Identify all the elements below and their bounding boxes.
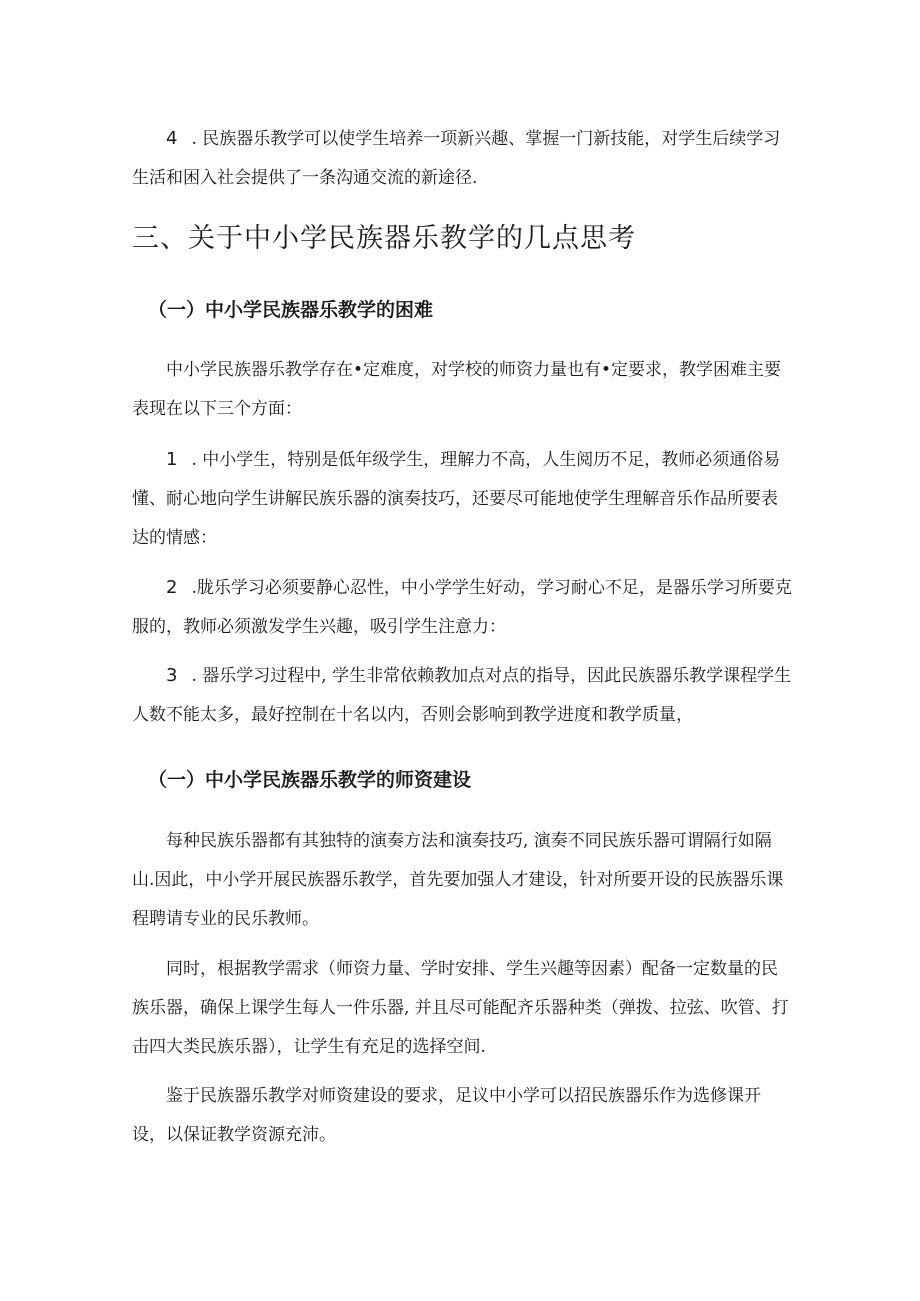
list-text: .胧乐学习必须要静心忍性，中小学学生好动，学习耐心不足，是器乐学习所要克服的，教师必须激发学生兴趣，吸引学生注意力：	[132, 578, 792, 637]
list-item-3	[132, 656, 792, 735]
body-paragraph: 鉴于民族器乐教学对师资建设的要求，足议中小学可以招民族器乐作为选修课开设，以保证教学资源充沛。	[132, 1086, 761, 1145]
list-item-4	[132, 119, 792, 198]
subsection-heading-difficulties: （一）中小学民族器乐教学的困难	[148, 299, 434, 321]
list-item-2	[132, 568, 792, 647]
list-item-1	[132, 440, 792, 558]
body-paragraph: 每种民族乐器都有其独特的演奏方法和演奏技巧, 演奏不同民族乐器可谓隔行如隔山.因此，中小学开展民族器乐教学，首先要加强人才建设，针对所要开设的民族器乐课程聘请专业的民乐教师。	[132, 831, 784, 929]
subsection-heading-faculty: （一）中小学民族器乐教学的师资建设	[148, 769, 472, 791]
body-paragraph: 同时，根据教学需求（师资力量、学时安排、学生兴趣等因素）配备一定数量的民族乐器，确保上课学生每人一件乐器, 并且尽可能配齐乐器种类（弹拨、拉弦、吹管、打击四大类民族乐器），让学生有充足的选择空间.	[132, 959, 789, 1057]
list-number: 4	[166, 128, 178, 149]
list-text: . 民族器乐教学可以使学生培养一项新兴趣、掌握一门新技能，对学生后续学习生活和困入社会提供了一条沟通交流的新途径.	[132, 129, 781, 188]
list-text: . 中小学生，特别是低年级学生，理解力不高，人生阅历不足，教师必须通俗易懂、耐心地向学生讲解民族乐器的演奏技巧，还要尽可能地使学生理解音乐作品所要表达的情感：	[132, 450, 781, 548]
intro-paragraph: 中小学民族器乐教学存在•定难度，对学校的师资力量也有•定要求，教学困难主要表现在以下三个方面：	[132, 360, 782, 419]
section-heading: 三、关于中小学民族器乐教学的几点思考	[132, 223, 636, 254]
list-number: 3	[166, 665, 178, 686]
list-number: 2	[166, 577, 178, 598]
list-number: 1	[166, 449, 178, 470]
list-text: . 器乐学习过程中, 学生非常依赖教加点对点的指导，因此民族器乐教学课程学生人数不能太多，最好控制在十名以内，否则会影响到教学进度和教学质量，	[132, 666, 792, 725]
